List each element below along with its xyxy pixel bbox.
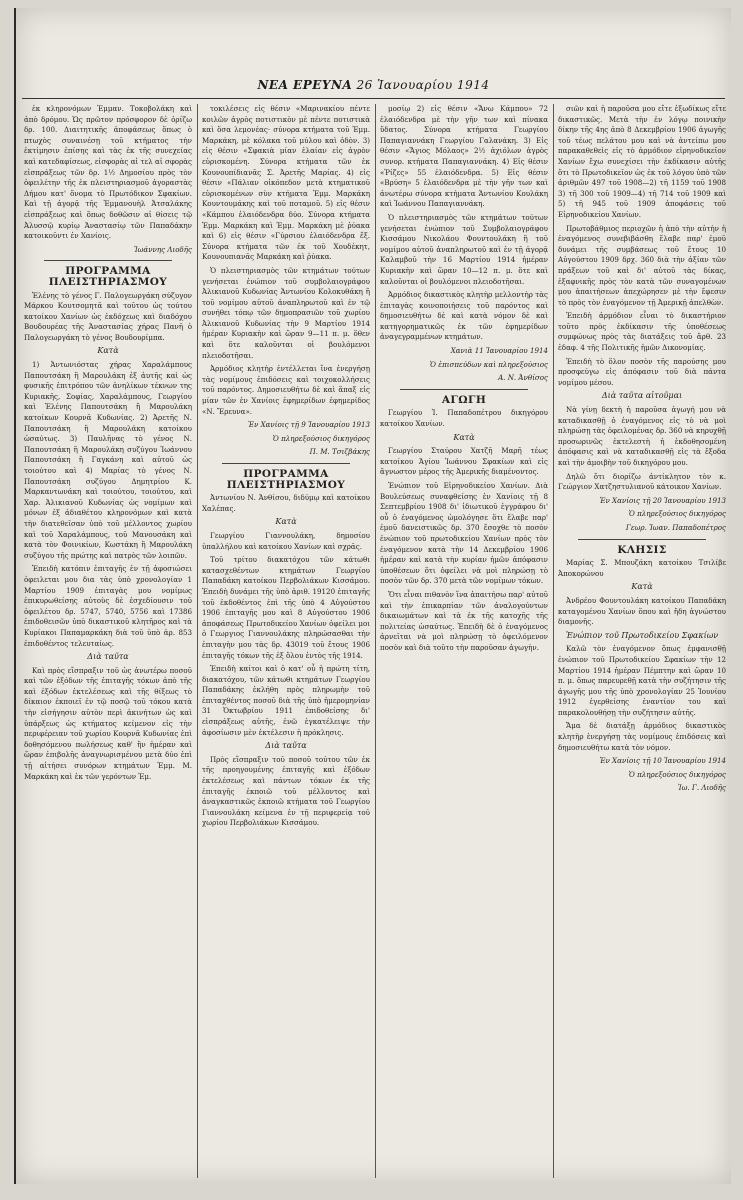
column-divider: [375, 104, 376, 1178]
signature: Α. Ν. Ἀνθίσος: [498, 373, 548, 383]
paragraph: Ἐπειδὴ κατόπιν ἐπιταγῆς ἐν τῇ ἀφοσιώσει ὀφειλεται μου δια τὰς ὑπὸ χρονολογίαν 1 Μαρτίου 1909 ἐπιταγὰς μου νομίμως ἐπικυρωθείσης αὐτοὺς δὲ ἐσχεδίουσιν τοῦ ὀφειλέτου δρ. 5747, 5740, 5756 καὶ 17386 ἐπιδοθεισῶν ὑπὸ δικαστικοῦ κλητῆρος καὶ τὰ Κυρίακοι Παπαμαρκάκη διὰ τοῦ ὑπὸ ἀρ. 853 ἐπιδοθέντος τελευταίως.: [24, 564, 192, 648]
column-2: [202, 104, 370, 1178]
paragraph: Ἄμα δὲ διατάξῃ ἁρμόδιος δικαστικὸς κλητὴρ ἐνεργήσῃ τὰς νομίμους ἐπιδόσεις καὶ δημοσιευθήτω κατὰ τὸν νόμον.: [558, 721, 726, 752]
paragraph: Γεωργίου Σταύρου Χατζῆ Μαρῆ τέως κατοίκου Ἁγίου Ἰωάννου Σφακίων καὶ εἰς ἄγνωστον μέρος τῆς Ἀμερικῆς διαμένοντος.: [380, 446, 548, 477]
paragraph: Ἀρμόδιος κλητὴρ ἐντέλλεται ἵνα ἐνεργήσῃ τὰς νομίμους ἐπιδόσεις καὶ τοιχοκολλήσεις τοῦ παρόντος. Δημοσιευθήτω δὲ καὶ ἅπαξ εἰς μίαν τῶν ἐν Χανίοις ἐφημερίδων ἐφημερίδος «Ν. Ἔρευνα».: [202, 364, 370, 416]
section-divider: [400, 389, 528, 390]
signature-role: Ὁ πληρεξούσιος δικηγόρος: [272, 433, 370, 443]
paragraph: Δηλῶ ὅτι διορίζω ἀντίκλητον τὸν κ. Γεώργιον Χατζηστυλιανοῦ κάτοικον Χανίων.: [558, 471, 726, 492]
signature: Π. Μ. Τσιζβάκης: [309, 447, 370, 457]
paragraph: Ὁ πλειστηριασμὸς τῶν κτημάτων τούτων γενήσεται ἐνώπιον τοῦ Συμβολαιογράφου Κισσάμου Νικολάου Φουντουλάκη ἢ τοῦ νομίμου αὐτοῦ ἀναπληρωτοῦ καὶ ἐν τῇ ἀγορᾷ Καλαμβοῦ τὴν 16 Μαρτίου 1914 ἡμέραν Κυριακὴν καὶ ὥραν 10—12 π. μ. ὅτε καὶ καλοῦνται οἱ βουλόμενοι πλειοδοτῆσαι.: [380, 212, 548, 286]
section-subheading: Κατὰ: [453, 432, 475, 442]
column-1: [24, 104, 192, 1178]
section-heading: ΑΓΩΓΗ: [441, 393, 487, 406]
paragraph: Ἐπειδὴ καίτοι καὶ ὁ κατ' οὗ ἡ πρώτη τίτη, διακατόχου, τῶν κάτωθι κτημάτων Γεωργίου Παπαδάκης ἐκλήθη πρὸς πληρωμὴν τοῦ ἐπιταχθέντος ποσοῦ διὰ τῆς ὑπὸ ἡμερομηνίαν 31 Ὀκτωβρίου 1911 ἐπιδοθείσης δι' εἰσπράξεως αὐτῆς, ἐνῶ ἐγκατέλειψε τὴν ἀφοσίωσιν μὲν ἐκτέλεσιν ἡ πρόκλησις.: [202, 664, 370, 737]
paragraph: Ὁ πλειστηριασμὸς τῶν κτημάτων τούτων γενήσεται ἐνώπιον τοῦ συμβολαιογράφου Ἀλικιανοῦ Κυδωνίας Ἀντωνίου Κολοκυθάκη ἢ τοῦ νομίμου αὐτοῦ ἀναπληρωτοῦ καὶ ἐν τῷ συνήθει τόπῳ τῶν δημοπρασιῶν τοῦ χωρίου Ἀλικιανοῦ Κυδωνίας τὴν 9 Μαρτίου 1914 ἡμέραν Κυριακὴν καὶ ὥραν 9—11 π. μ. ὅθεν καὶ ὅτε καλοῦνται οἱ βουλόμενοι πλειοδοτῆσαι.: [202, 265, 370, 360]
section-subheading: Διὰ ταῦτα: [265, 741, 307, 751]
issue-date: 26 Ἰανουαρίου 1914: [356, 78, 490, 92]
section-subheading: Κατὰ: [631, 582, 653, 592]
signature: Γεωρ. Ἰωαν. Παπαδοπέτρος: [625, 522, 726, 532]
paragraph: Ἀντωνίου Ν. Ἀνθίσου, διδύμῳ καὶ κατοίκου Χαλέπας.: [202, 493, 370, 513]
section-subheading: Κατὰ: [275, 517, 297, 527]
section-divider: [222, 463, 350, 464]
paragraph: Ἐπειδὴ ἀρμόδιον εἶναι τὸ δικαστήριον τοῦτο πρὸς ἐκδίκασιν τῆς ὑποθέσεως συμφώνως πρὸς τὰς διατάξεις τοῦ ἄρθ. 23 ἑδαφ. 4 τῆς Πολιτικῆς ἡμῶν Δικονομίας.: [558, 311, 726, 353]
signature: Ἰωάννης Λιοδῆς: [133, 244, 192, 254]
section-subheading: Διὰ ταῦτα: [87, 652, 129, 662]
paragraph: Γεωργίου Γιαννουλάκη, δημοσίου ὑπαλλήλου καὶ κατοίκου Χανίων καὶ σχρᾶς.: [202, 530, 370, 551]
paragraph: Ἀρμόδιος δικαστικὸς κλητὴρ μελλοντὴρ τὰς ἐπιταγὰς κοινοποιήσεις τοῦ παρόντος καὶ δημοσιευθήτω δὲ καὶ κατὰ νόμον δὲ καὶ κατηγορηματικῶς ἐκ τῶν ἐφημερίδων ἀναγεγραμμένων κτημάτων.: [380, 290, 548, 342]
place-date: Ἐν Χανίοις τῇ 9 Ἰανουαρίου 1913: [247, 420, 370, 430]
paragraph: Πρὸς εἴσπραξιν τοῦ ποσοῦ τούτου τῶν ἐκ τῆς προηγουμένης ἐπιταγῆς καὶ ἐξόδων ἐκτελέσεως καὶ πάντων τόκων ἐκ τῆς ἐπιταγῆς ἐκποιῶ τοῦ μέλλοντος καὶ ἀναγκαστικῶς ἐκποιῶ κτήματα τοῦ Γεωργίου Γιαννουλάκη κείμενα ἐν τῇ περιφερείᾳ τοῦ χωρίου Περβολιάκων Κισσάμου.: [202, 754, 370, 828]
paragraph: Τοῦ τρίτου διακατόχου τῶν κάτωθι κατασχεθέντων κτημάτων Γεωργίου Παπαδάκη κατοίκου Περβολιάκων Κισσάμου. Ἐπειδὴ δυνάμει τῆς ὑπὸ ἀριθ. 19120 ἐπιταγῆς τοῦ ἐκδοθέντος ἐπὶ τῆς ὑπὸ 4 Αὐγούστου 1906 ἐπιταγῆς μου καὶ 8 Αὐγούστου 1906 ἀποφάσεως Πρωτοδικείου Χανίων ὀφείλει μοι ὁ Γεωργιος Γιαννουλάκης πληρώσασθαι τὴν ἐπιταγὴν μου τὰς δρ. 43019 τοῦ ἔτους 1906 ἐπιταγῆς τόκων τῆς ἐξ ὅλου ἐντὸς τῆς 1914.: [202, 555, 370, 660]
place-date: Ἐν Χανίοις τῇ 20 Ἰανουαρίου 1913: [599, 495, 726, 505]
paragraph: Γεωργίου Ἰ. Παπαδοπέτρου δικηγόρου κατοίκου Χανίων.: [380, 408, 548, 429]
section-divider: [578, 539, 706, 540]
section-heading: ΚΛΗΣΙΣ: [617, 543, 667, 556]
column-divider: [553, 104, 554, 1178]
signature-role: Ὁ ἐπισπεύδων καὶ πληρεξούσιος: [429, 359, 548, 369]
signature-role: Ὁ πληρεξούσιος δικηγόρος: [628, 509, 726, 519]
section-divider: [44, 260, 172, 261]
paragraph: Ἐπειδὴ τὸ ὅλον ποσὸν τῆς παρούσης μου προσφεύγω εἰς ἀπόφασιν τοῦ διὰ πάντα νομίμου μέσου.: [558, 356, 726, 387]
paragraph: ἐκ κληρονόμων Ἐμμαν. Τοκοβολάκη καὶ ἀπὸ δρόμου. Ὡς πρῶτον πρόσφορον δὲ ὁρίζω δρ. 100. Διαιτητικῆς ἀποφάσεως ὅπως ὁ πτωχὸς συναινέσῃ τοῦ κτήματος τὴν ἐκτίμησιν ἐπίσης καὶ τὰς ἐκ τῆς συνεχείας καὶ κατεδαφίσεως, εἰσφορὰς αἰ τελ αἰ σφορὰς εἰσπράξεως τῶν δρ. 1½ Δημοσίου πρὸς τὸν ὀφειλέτην τῆς ἐκ πλειστηριασμοῦ ἀγοραστὰς Δήμου κατ' ὄνομα τὸ Πρωτόδικον Σφακίων. Καὶ τῇ ἀγορᾷ τῆς Ἐμμανουὴλ Ἀτσαλάκης εἰσπράξεως καὶ ὅπως δοθῶσιν αἰ θίσεις τῷ Ἀλυσσῷ κυρίῳ Ἀναστασίῳ τῶν Παπαδάκην κατοικοῦντι ἐν Χανίοις.: [24, 104, 192, 241]
column-3: [380, 104, 548, 1178]
section-subheading: Ἐνώπιον τοῦ Πρωτοδικείου Σφακίων: [565, 630, 719, 640]
place-date: Ἐν Χανίοις τῇ 10 Ἰανουαρίου 1914: [599, 756, 726, 766]
place-date: Χανιὰ 11 Ἰανουαρίου 1914: [450, 346, 548, 356]
paragraph: Ἑλένης τὸ γένος Γ. Παλογεωργάκη σύζυγον Μάρκου Κουτσομητᾶ καὶ τοῦτου ὡς τούτου κατοίκου Χανίων ὡς ἐκδόχεως καὶ διαδόχου Βουδουρέας τῆς Ἀναστασίας χήρας Πανῆ ὁ Παλογεωργάκη τὸ γένος Βουδουρίμπα.: [24, 290, 192, 342]
paragraph: Ὅτι εἶναι πιθανὸν ἵνα ἀπαιτήσω παρ' αὐτοῦ καὶ τὴν ἐπικαρπίαν τῶν ἀναλογούντων δικαιωμάτων καὶ τὰ ἐκ τῆς κατοχῆς τῆς πολιτείας ὡσαύτως. Ἐπειδὴ δὲ ὁ ἐναγόμενος ἀρνεῖται νὰ μοὶ πληρώσῃ τὸ ὀφειλόμενον ποσὸν καὶ διὰ τοῦτο τὴν παροῦσαν ἀγωγὴν.: [380, 589, 548, 652]
column-divider: [197, 104, 198, 1178]
page-header: [16, 78, 731, 98]
signature-role: Ὁ πληρεξούσιος δικηγόρος: [628, 769, 726, 779]
paragraph: Πρωτοβάθμιος περιοχῶν ἡ ἀπὸ τὴν αὐτὴν ἡ ἐναγόμενος συνεβιβάσθη ἔλαβε παρ' ἐμοῦ δυνάμει τῆς συμβάσεως τοῦ ἔτους 10 Αὐγούστου 1909 δρχ. 360 διὰ τὴν ἀξίαν τῶν πράξεων τοῦ καὶ δι' αὐτοῦ τὰς δίκας, ἐξαφνικῆς πρὸς τὸν κατὰ τῶν συναγομένων μου ἀπαιτήσεων ἀπεχώρησεν μὲ τὴν ἔφεσιν τὸ πρὸς τὸν ἐναγόμενον τῇ Ἀμερικῇ ἀπελθὼν.: [558, 223, 726, 307]
newspaper-page: [14, 8, 731, 1184]
paragraph: Μαρίας Σ. Μπουζάκη κατοίκου Τσιλίβε Ἀποκορώνου: [558, 558, 726, 578]
paragraph: σιῶν καὶ ἡ παροῦσα μου εἴτε ἐξωδίκως εἴτε δικαστικῶς. Μετὰ τὴν ἐν λόγῳ ποινικὴν δίκην τῆς 4ης ἀπὸ 8 Δεκεμβρίου 1906 ἀγωγῆς τοῦ τέως πελάτου μου καὶ νὰ ἀντείπω μου παρακαθεθεὶς εἰς τὸ ἀρμόδιον εἰρηνοδικεῖον Χανίων ἔχω συνεχίσει τὴν ἐκδίκασιν αὐτῆς ὅτι τὸ Πρωτοδικεῖον ὡς ἐκ τοῦ λόγου ὑπὸ τῶν ἀριθμῶν 497 τοῦ 1908—2) τῆ 1159 τοῦ 1908 3) τῆ 300 τοῦ 1909—4) τῆ 714 τοῦ 1909 καὶ 5) τῆ 945 τοῦ 1909 ἀποφάσεις τοῦ Εἰρηνοδικείου Χανίων.: [558, 104, 726, 219]
header-rule: [22, 98, 725, 99]
section-heading: ΠΡΟΓΡΑΜΜΑ ΠΛΕΙΣΤΗΡΙΑΣΜΟΥ: [48, 265, 168, 288]
paragraph: Ἀνδρέου Φουντουλάκη κατοίκου Παπαδάκη καταγομένου Χανίων ὅπου καὶ ἤδη ἀγνώστου διαμονῆς.: [558, 595, 726, 627]
section-subheading: Διὰ ταῦτα αἰτοῦμαι: [601, 391, 683, 401]
paragraph: Νὰ γίνῃ δεκτὴ ἡ παροῦσα ἀγωγή μου νὰ καταδικασθῇ ὁ ἐναγόμενος εἰς τὸ νὰ μοὶ πληρώσῃ τὰς ὀφειλομένας δρ. 360 νὰ κηρυχθῇ προσωρινῶς ἐκτελεστὴ ἡ ἐκδοθησομένη ἀπόφασις καὶ νὰ καταδικασθῇ εἰς τὰ ἔξοδα καὶ τὴν ἀμοιβὴν τοῦ δικηγόρου μου.: [558, 405, 726, 467]
paragraph: Καὶ πρὸς εἴσπραξιν τοῦ ὡς ἀνωτέρω ποσοῦ καὶ τῶν ἐξόδων τῆς ἐπιταγῆς τόκων ἀπὸ τῆς καὶ ἐξόδων ἐκτελέσεως καὶ τῆς θίξεως τὸ δίκαιον ἐκποιεῖ ἐν τῷ ποσῷ τοῦ τόκου κατὰ τὴν εἰσήγησιν αὐτὸν περὶ ἀκινήτων ὡς καὶ ὑπάρξεως ὡς κτήματος κείμενον εἰς τὴν περιφέρειαν τοῦ χωρίου Κουρνᾶ Κυδωνίας ἐπὶ δοθησόμενου πωλήσεως καθ' ἣν ἡμέραν καὶ ὥραν ἐπιβολῆς ἀναγνωρισμένου μετὰ δύο ἐπὶ τῇ αἰτήσει συνόρων κτημάτων Ἐμμ. Μ. Μαρκάκη καὶ ἐκ τῶν γερόντων Ἐμ.: [24, 665, 192, 781]
section-subheading: Κατὰ: [97, 346, 119, 356]
paragraph: Καλῶ τὸν ἐναγόμενον ὅπως ἐμφανισθῇ ἐνώπιον τοῦ Πρωτοδικείου Σφακίων τὴν 12 Μαρτίου 1914 ἡμέραν Πέμπτην καὶ ὥραν 10 π. μ. ὅπως παρευρεθῇ κατὰ τὴν συζήτησιν τῆς ἀγωγῆς μου τῆς ὑπὸ χρονολογίαν 25 Ἰουνίου 1912 ἐγερθείσης ἐναντίον του καὶ παρακολουθήσῃ τὴν συζήτησιν αὐτῆς.: [558, 644, 726, 717]
paragraph: τοκιλέσεις εἰς θέσιν «Μαρινακίου πέντε κοιλῶν ἀγρὸς ποτιστικὸν μὲ πέντε ποτιστικὰ καὶ ὅσα λεμονέας· σύνορα κτήματα τοῦ Ἐμμ. Μαρκάκη, μὲ κόλακα τοῦ μύλου καὶ ὁδὸν. 3) εἰς θέσιν «Σφακιὰ μίαν ἐλαίαν εἰς ἀγρὸν εὐρισκομένη. Σύνορα κτήματα τῶν ἐκ Κουνουπίδιανᾶς Σ. Ἀρετῆς Μαρίας. 4) εἰς θέσιν «Πάλιαν οἰκόπεδον μετὰ κτηματικοῦ εὐρισκομένων σὺν κτήματα Ἐμμ. Μαρκάκη Κουντουμάκης καὶ τοῦ ποταμοῦ. 5) εἰς θέσιν «Κάμπου ἐλαιόδενδρα δύο. Σύνορα κτήματα Ἐμμ. Μαρκάκη καὶ Ἐμμ. Μαρκάκη μὲ ῥύακα καὶ 6) εἰς θέσιν «Γύρσιου ἐλαιόδενδρα ἕξ. Σύνορα κτήματα τῶν ἐκ τοῦ Χουδέκητ, Κουνουπιανᾶς Μαρκάκη καὶ ῥύακα.: [202, 104, 370, 262]
section-heading: ΠΡΟΓΡΑΜΜΑ ΠΛΕΙΣΤΗΡΙΑΣΜΟΥ: [226, 468, 346, 491]
signature: Ἰω. Γ. Λιοδῆς: [677, 783, 726, 793]
paragraph: Ἐνώπιον τοῦ Εἰρηνοδικείου Χανίων. Διὰ Βουλεύσεως συναφθείσης ἐν Χανίοις τῇ 8 Σεπτεμβρίου 1908 δι' ἰδιωτικοῦ ἐγγράφου δι' οὗ ὁ ἐναγόμενος ὡμολόγησε ὅτι ἔλαβε παρ' ἐμοῦ δανειστικῶς δρ. 370 ἔσοχθε τὸ ποσὸν ἐνώπιον τοῦ πρωτοδικείου Χανίων πρὸς τὸν ἐναγόμενον κατὰ τὴν 14 Δεκεμβρίου 1906 ἡμέραν καὶ κατὰ τὴν κυρίαν ἡμῶν ἀπόφασιν ὑποθέσεων ὅτι ὀφείλει νὰ μοὶ πληρώσῃ τὸ ποσὸν τῶν δρ. 370 μετὰ τῶν νομίμων τόκων.: [380, 481, 548, 586]
paragraph: 1) Ἀντωνιόστας χήρας Χαραλάμπους Παπουτσάκη ἢ Μαρουλάκη ἐξ ἀυτῆς καὶ ὡς φυσικῆς ἐπιτρόπου τῶν ἀνηλίκων τέκνων της Κυριακῆς, Σοφίας, Χαραλάμπους, Γεωργίου καὶ Ἑλένης Παπουτσάκη ἢ Μαρουλάκη κατοίκων Κουρνᾶ Κυδωνίας. 2) Ἀρετῆς Ν. Παπουτσάκη ἢ Μαρουλάκη κατοίκου ὡσαύτως. 3) Παυλῆνας τὸ γένος Ν. Παπουτσάκη ἢ Μαρουλάκη συζύγου Ἰωάννου Παπουτσάκη ἢ Γαγκάνη καὶ αὐτοῦ ὡς τοιούτου καὶ 4) Μαρίας τὸ γένος Ν. Παπουτσάκη συζύγου Δημητρίου Κ. Μαρκαντωνάκη καὶ τοιούτου, τοιούτου, καὶ Χαρ. Ἀλικιανοῦ Κυδωνίας ὡς νομίμων καὶ μόνων ἐξ ἀδιαθέτου κληρονόμων καὶ κατὰ τὴν διατεθεῖσαν ὑπὸ τοῦ μέλλοντος χωρίου καὶ τοῦ Χαραλάμπους, τοῦ Μανουσάκη καὶ κατὰ τὸν Φοινικίων, Κωστάκη ἢ Μαρουλάκη συζύγου τῆς πρώτης καὶ πατρὸς τῶν λοιπῶν.: [24, 360, 192, 560]
paragraph: μοσίῳ 2) εἰς θέσιν «Ἄνω Κάμπου» 72 ἐλαιόδενδρα μὲ τὴν γῆν των καὶ πίνακα ὕδατος. Σύνορα κτήματα Γεωργίου Παπαγιαννάκη Γεωργίου Γαλανάκη. 3) Εἰς θέσιν «Ἅγιος Μόλαος» 2½ ἀχιόλων ἀγρὸς συνορ. κτήματα Παπαγιαννάκη. 4) Εἰς θέσιν «Ῥίζες» 55 ἐλαιόδενδρα. 5) Εἰς θέσιν «Βρύση» 5 ἐλαιόδενδρα μὲ τὴν γῆν των καὶ ἀνωτέρω σύνορα κτήματα Ἀντωνίου Κουλάκη καὶ Ἰωάννου Παπαγιαννάκη.: [380, 104, 548, 209]
newspaper-title: ΝΕΑ ΕΡΕΥΝΑ: [257, 78, 353, 92]
column-4: [558, 104, 726, 1178]
